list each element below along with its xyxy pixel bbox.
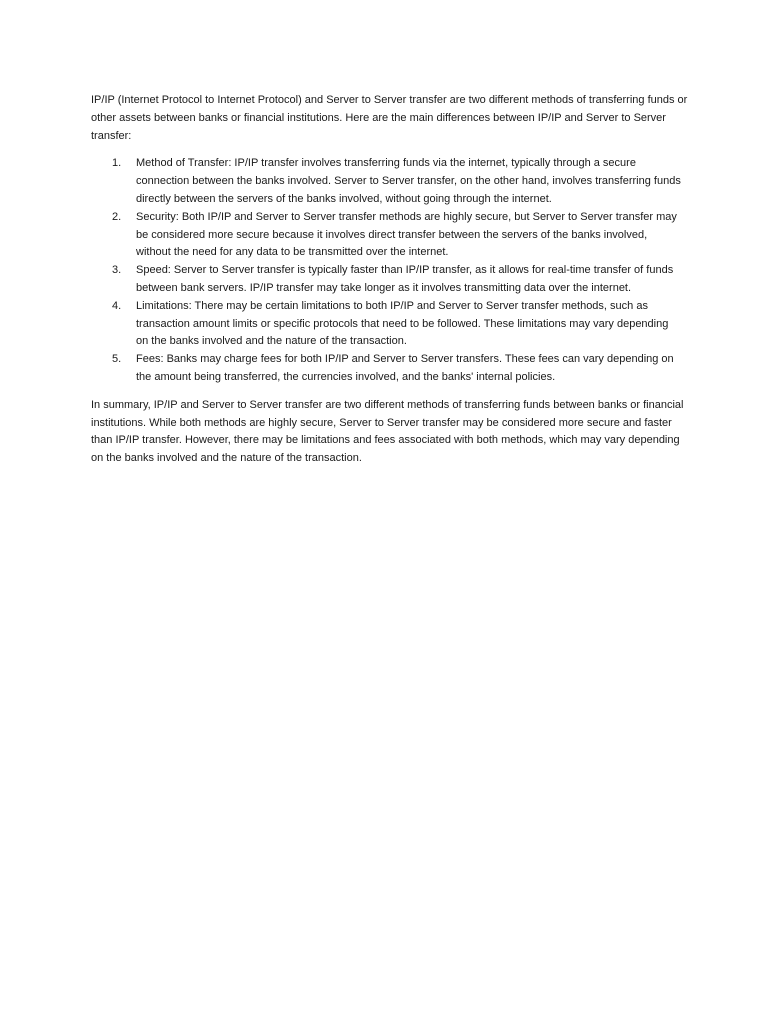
list-item-text: Speed: Server to Server transfer is typically faster than IP/IP transfer, as it allows for real-time transfer of funds between bank servers. IP/IP transfer may take longer as it involves transmitting data over the internet.: [136, 264, 674, 294]
document-body: [91, 92, 691, 468]
summary-paragraph: In summary, IP/IP and Server to Server transfer are two different methods of transferring funds between banks or financial institutions. While both methods are highly secure, Server to Server transfer may be considered more secure and faster than IP/IP transfer. However, there may be limitations and fees associated with both methods, which may vary depending on the banks involved and the nature of the transaction.: [91, 398, 684, 465]
differences-list: [91, 155, 691, 386]
list-item: [91, 351, 691, 387]
list-item-text: Fees: Banks may charge fees for both IP/IP and Server to Server transfers. These fees can vary depending on the amount being transferred, the currencies involved, and the banks' internal policies.: [136, 353, 674, 383]
intro-paragraph: IP/IP (Internet Protocol to Internet Protocol) and Server to Server transfer are two different methods of transferring funds or other assets between banks or financial institutions. Here are the main differences between IP/IP and Server to Server transfer:: [91, 94, 688, 142]
list-item: [91, 298, 691, 351]
list-item-text: Security: Both IP/IP and Server to Server transfer methods are highly secure, but Server to Server transfer may be considered more secure because it involves direct transfer between the servers of the banks involved, without the need for any data to be transmitted over the internet.: [136, 210, 677, 259]
list-item-number: 4.: [112, 299, 122, 312]
list-item-text: Limitations: There may be certain limitations to both IP/IP and Server to Server transfer methods, such as transaction amount limits or specific protocols that need to be followed. These limitations may vary depending on the banks involved and the nature of the transaction.: [136, 299, 669, 348]
list-item: [91, 262, 691, 298]
list-item: [91, 155, 691, 208]
list-item-text: Method of Transfer: IP/IP transfer involves transferring funds via the internet, typically through a secure connection between the banks involved. Server to Server transfer, on the other hand, involves transferring funds directly between the servers of the banks involved, without going through the internet.: [136, 157, 681, 205]
list-item-number: 5.: [112, 353, 122, 366]
list-item: [91, 209, 691, 262]
list-item-number: 3.: [112, 264, 122, 277]
list-item-number: 2.: [112, 210, 122, 223]
list-item-number: 1.: [112, 157, 122, 170]
